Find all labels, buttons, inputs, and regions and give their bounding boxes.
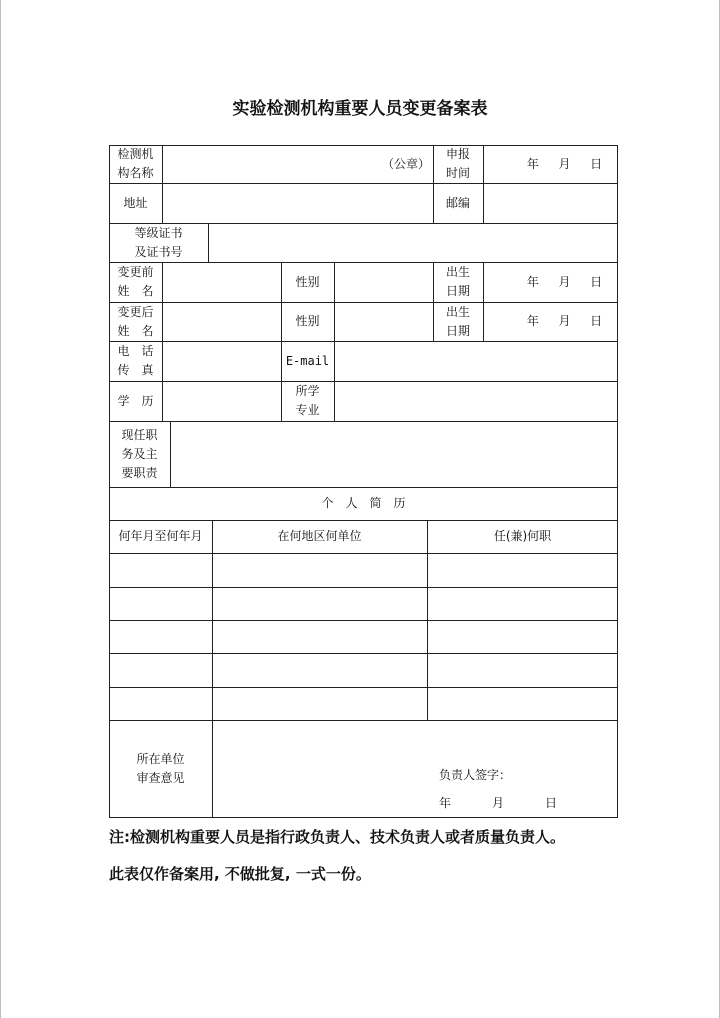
row-line bbox=[109, 421, 618, 422]
col-line bbox=[162, 145, 163, 223]
border-bottom bbox=[109, 817, 618, 818]
resume-col-period: 何年月至何年月 bbox=[118, 529, 203, 543]
major-label: 所学 专业 bbox=[295, 384, 320, 417]
phone-fax-label: 电 话 传 真 bbox=[117, 344, 154, 377]
review-date[interactable]: 年 月 日 bbox=[439, 795, 557, 810]
note-line-1: 注:检测机构重要人员是指行政负责人、技术负责人或者质量负责人。 bbox=[109, 828, 566, 846]
col-line bbox=[212, 520, 213, 818]
col-line bbox=[162, 262, 163, 341]
apply-time-label: 申报 时间 bbox=[445, 147, 470, 180]
row-line bbox=[109, 620, 618, 621]
birth-date-field[interactable]: 年 月 日 bbox=[526, 274, 603, 289]
birth-date-label: 出生 日期 bbox=[445, 265, 470, 298]
review-label: 所在单位 审查意见 bbox=[136, 751, 185, 785]
col-line bbox=[162, 341, 163, 421]
birth-date-field[interactable]: 年 月 日 bbox=[526, 314, 603, 328]
signature-label: 负责人签字： bbox=[438, 767, 511, 782]
row-line bbox=[109, 653, 618, 654]
col-line bbox=[170, 421, 171, 487]
row-line bbox=[109, 587, 618, 588]
birth-date-label: 出生 日期 bbox=[445, 304, 470, 338]
border-right bbox=[617, 145, 618, 818]
email-label: E-mail bbox=[285, 353, 330, 368]
page-edge-left bbox=[0, 0, 1, 1018]
name-after-label: 变更后 姓 名 bbox=[117, 304, 154, 338]
address-label: 地址 bbox=[123, 195, 148, 210]
name-before-label: 变更前 姓 名 bbox=[117, 265, 154, 298]
education-label: 学 历 bbox=[117, 393, 154, 408]
row-line bbox=[109, 687, 618, 688]
col-line bbox=[334, 341, 335, 421]
certificate-label: 等级证书 及证书号 bbox=[134, 225, 183, 259]
resume-col-employer: 在何地区何单位 bbox=[277, 529, 362, 543]
col-line bbox=[334, 262, 335, 341]
note-line-2: 此表仅作备案用, 不做批复, 一式一份。 bbox=[109, 865, 371, 883]
row-line bbox=[109, 183, 618, 184]
row-line bbox=[109, 553, 618, 554]
gender-label: 性别 bbox=[295, 274, 320, 289]
registration-form bbox=[109, 145, 618, 818]
gender-label: 性别 bbox=[295, 314, 320, 328]
resume-header: 个 人 简 历 bbox=[321, 496, 406, 510]
form-title: 实验检测机构重要人员变更备案表 bbox=[232, 99, 488, 119]
seal-label: （公章） bbox=[381, 156, 430, 171]
apply-date-field[interactable]: 年 月 日 bbox=[526, 156, 603, 171]
institution-name-label: 检测机 构名称 bbox=[117, 147, 154, 180]
postcode-label: 邮编 bbox=[445, 195, 470, 210]
row-line bbox=[109, 341, 618, 342]
col-line bbox=[208, 223, 209, 262]
resume-col-position: 任(兼)何职 bbox=[493, 529, 552, 543]
row-line bbox=[109, 381, 618, 382]
duty-label: 现任职 务及主 要职责 bbox=[121, 427, 158, 480]
